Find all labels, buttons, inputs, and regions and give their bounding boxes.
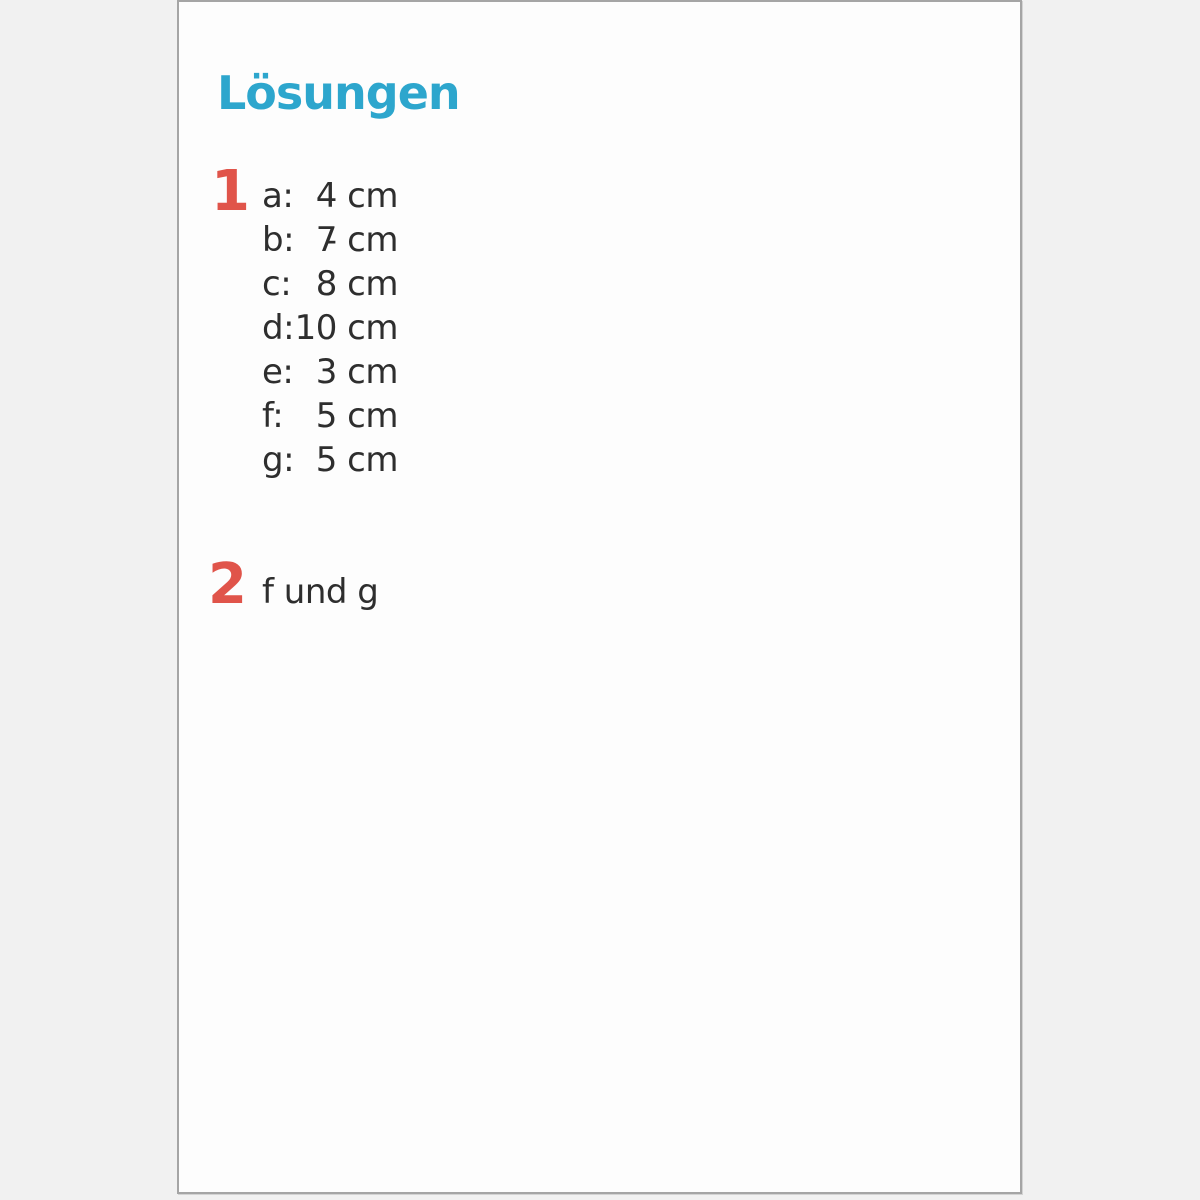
row-value: 5 cm [315, 440, 398, 480]
row-label: g: [262, 440, 295, 480]
solution-row-f [262, 394, 398, 438]
exercise-1-number: 1 [211, 159, 250, 224]
row-label: b: [262, 220, 295, 260]
row-value: 8 cm [315, 264, 398, 304]
row-value: 5 cm [315, 396, 398, 436]
row-value: 7̵ cm [315, 220, 398, 260]
page-title: Lösungen [217, 66, 460, 120]
row-value: 10 cm [294, 308, 398, 348]
row-label: d: [262, 308, 295, 348]
solution-row-e [262, 350, 398, 394]
solution-row-b [262, 218, 398, 262]
exercise-2-answer: f und g [262, 572, 379, 612]
exercise-2-number: 2 [208, 552, 247, 617]
exercise-1-solution-list [262, 174, 398, 482]
row-label: a: [262, 176, 294, 216]
row-label: f: [262, 396, 284, 436]
solution-row-c [262, 262, 398, 306]
solution-row-g [262, 438, 398, 482]
solution-row-d [262, 306, 398, 350]
solution-row-a [262, 174, 398, 218]
row-label: e: [262, 352, 294, 392]
book-page [177, 0, 1022, 1194]
row-label: c: [262, 264, 292, 304]
row-value: 4 cm [315, 176, 398, 216]
row-value: 3 cm [315, 352, 398, 392]
